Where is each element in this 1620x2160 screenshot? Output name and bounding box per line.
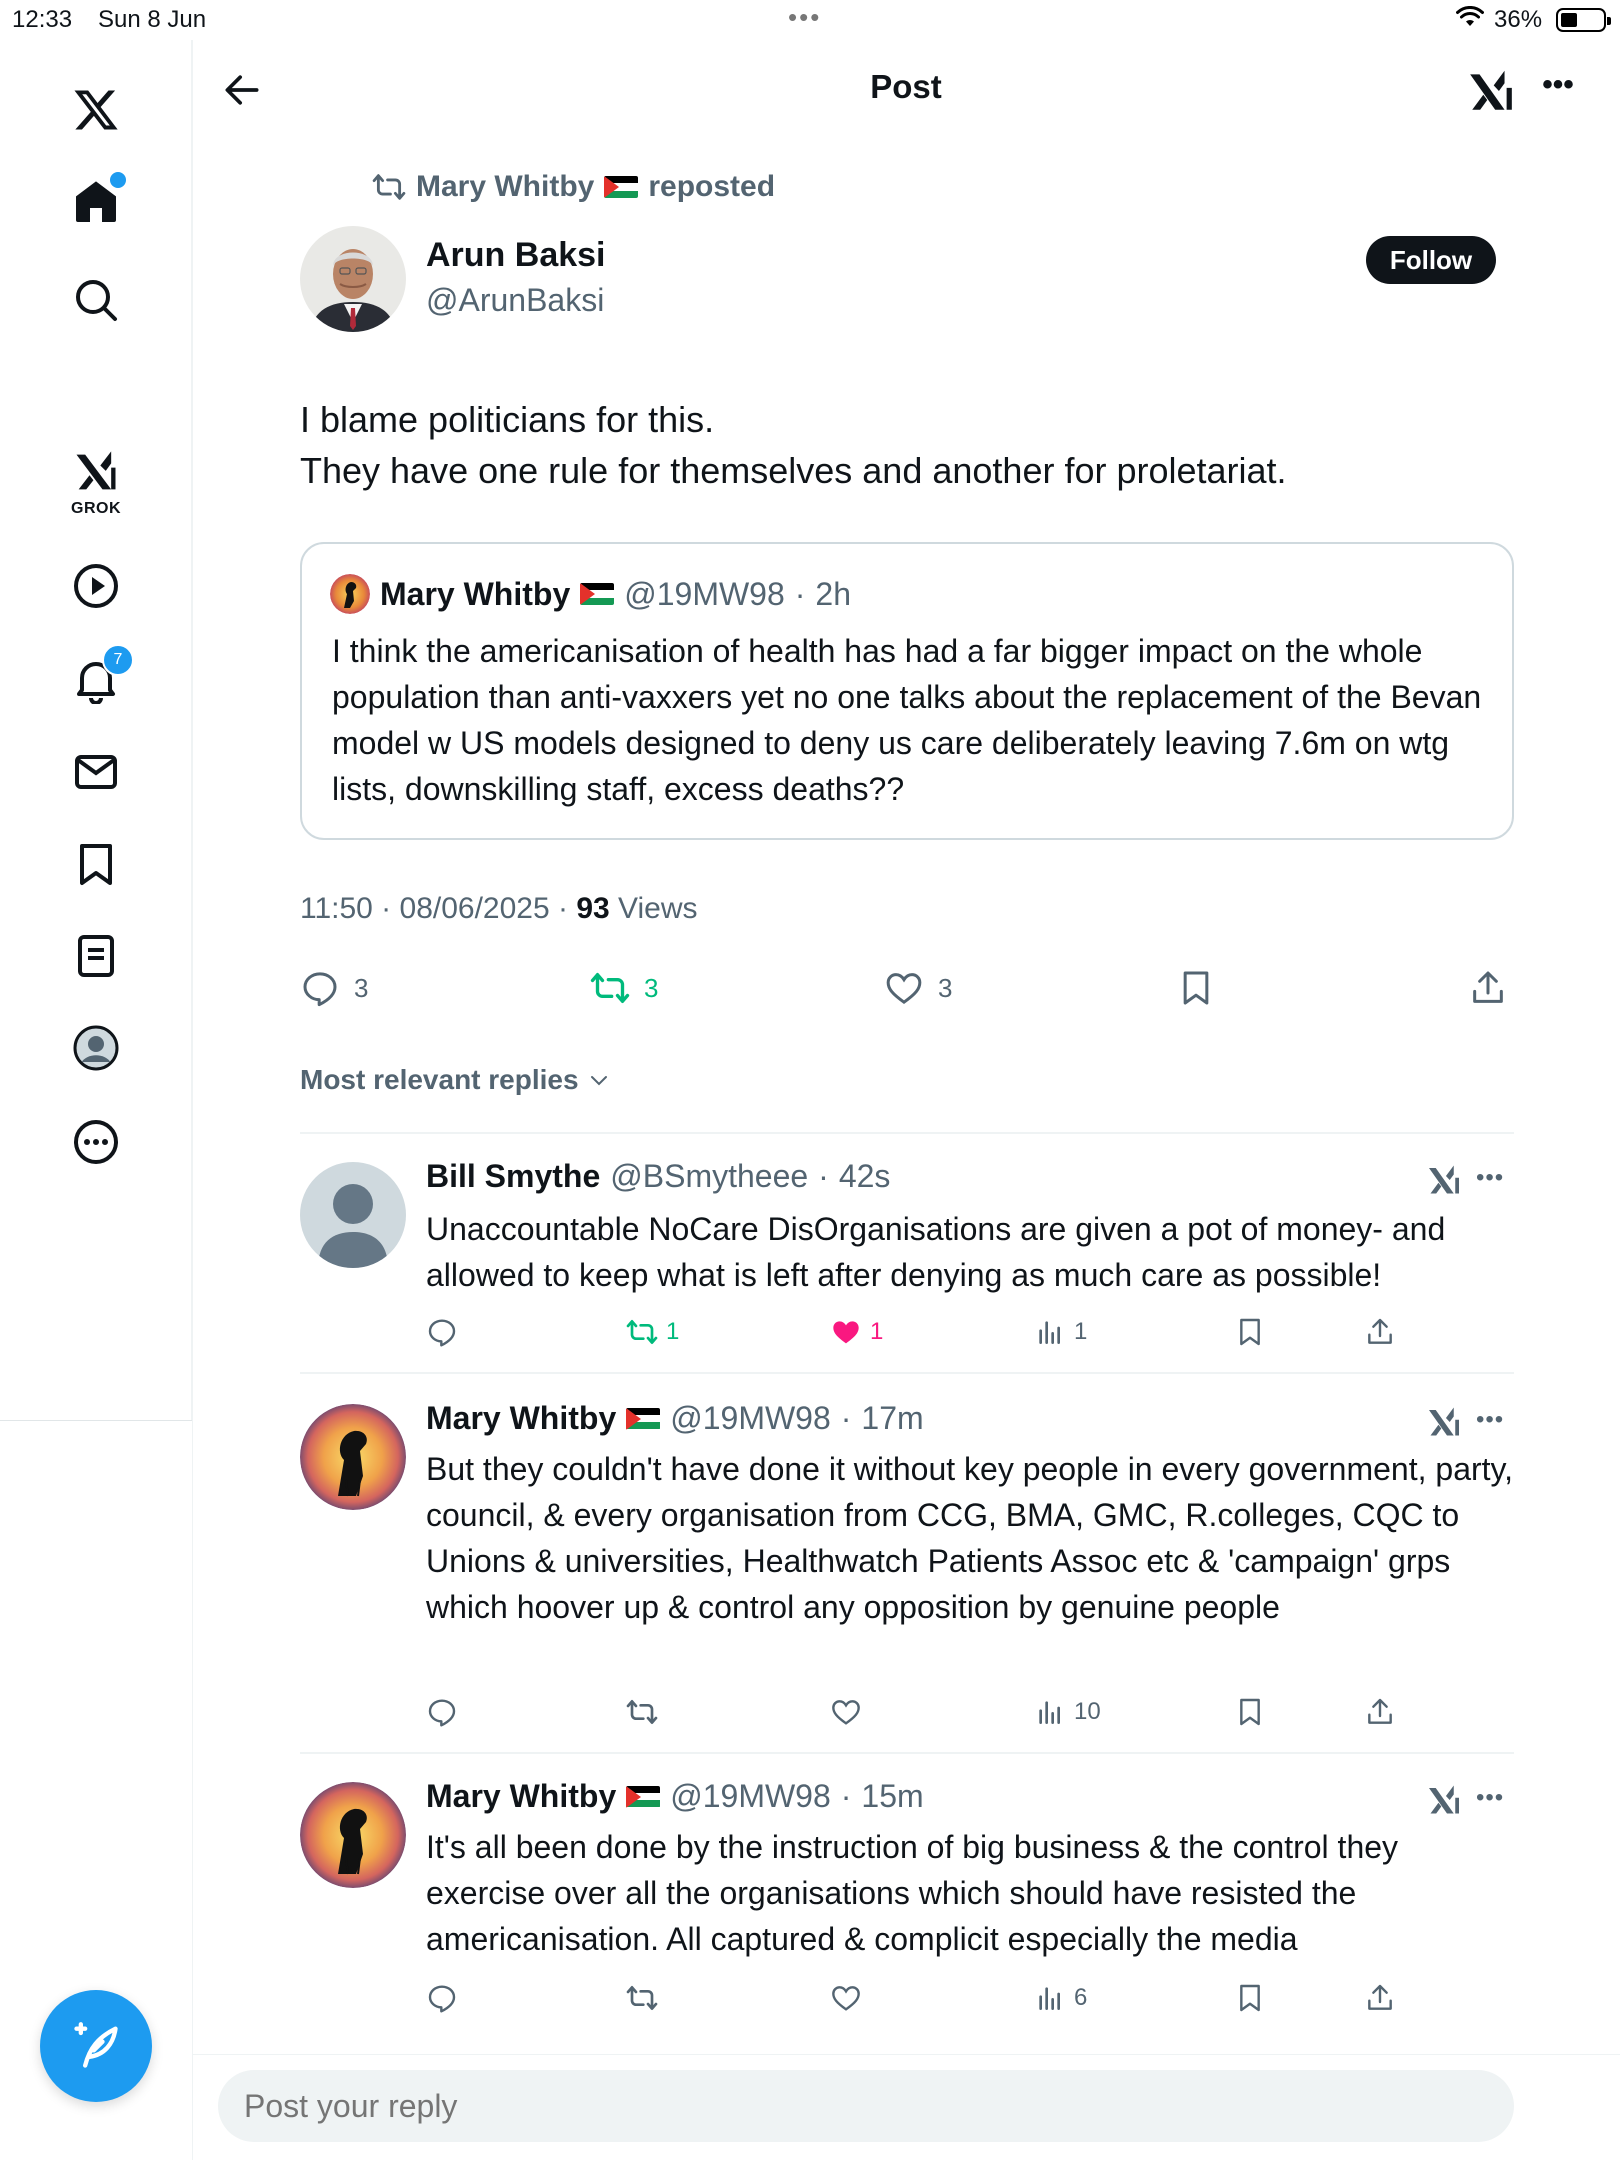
like-button[interactable]	[884, 968, 952, 1008]
reply-composer[interactable]	[218, 2070, 1514, 2142]
grok-icon[interactable]	[1426, 1782, 1462, 1818]
grok-icon	[70, 446, 122, 498]
reply-author-handle[interactable]: @19MW98	[670, 1778, 831, 1814]
views-count: 1	[1074, 1318, 1088, 1345]
bookmark-icon	[1176, 968, 1216, 1008]
author-handle[interactable]: @ArunBaksi	[426, 282, 605, 318]
status-date: Sun 8 Jun	[98, 6, 207, 33]
messages-icon[interactable]	[56, 732, 136, 812]
views-label: Views	[609, 892, 698, 925]
like-button[interactable]	[830, 1696, 862, 1728]
quoted-post-time: 2h	[815, 575, 852, 612]
grok-icon[interactable]	[1426, 1404, 1462, 1440]
author-avatar[interactable]	[300, 226, 406, 332]
repost-icon	[590, 968, 630, 1008]
more-options-icon[interactable]: •••	[1542, 68, 1574, 101]
video-icon[interactable]	[56, 546, 136, 626]
views-button[interactable]	[1034, 1316, 1087, 1348]
views-count: 93	[576, 892, 610, 925]
share-icon	[1364, 1696, 1396, 1728]
sidebar	[0, 40, 192, 1420]
bookmark-button[interactable]	[1234, 1316, 1266, 1348]
sidebar-divider	[0, 1420, 192, 1421]
views-chart-icon	[1034, 1982, 1066, 2014]
bookmark-icon	[1234, 1696, 1266, 1728]
reply-avatar[interactable]	[300, 1404, 406, 1510]
reply-text: But they couldn't have done it without key people in every government, party, council, & every organisation from CCG, BMA, GMC, R.colleges, CQC to Unions & universities, Healthwatch Patients Assoc etc & 'campaign' grps which hoover up & control any opposition by genuine people	[426, 1451, 1514, 1625]
palestine-flag-icon	[626, 1408, 660, 1430]
more-icon[interactable]	[56, 1102, 136, 1182]
column-divider	[192, 40, 193, 2160]
multitasking-dots[interactable]: •••	[788, 2, 822, 32]
repost-indicator	[372, 170, 775, 204]
quoted-author-avatar	[330, 574, 370, 614]
battery-icon	[1556, 8, 1606, 32]
reply-button[interactable]	[426, 1982, 458, 2014]
home-notification-dot	[110, 172, 126, 188]
x-logo-icon[interactable]	[56, 70, 136, 150]
share-button[interactable]	[1364, 1316, 1396, 1348]
notifications-icon[interactable]	[56, 640, 136, 720]
reply-header	[426, 1778, 924, 1815]
divider	[300, 1752, 1514, 1754]
separator-dot: ·	[794, 575, 806, 612]
reply-icon	[426, 1316, 458, 1348]
bookmark-button[interactable]	[1234, 1696, 1266, 1728]
reply-header	[426, 1400, 924, 1437]
post-text-line: I blame politicians for this.	[300, 399, 715, 440]
back-arrow-icon[interactable]	[220, 68, 264, 112]
reply-header	[426, 1158, 890, 1195]
reply-button[interactable]	[426, 1696, 458, 1728]
repost-button[interactable]	[626, 1696, 658, 1728]
palestine-flag-icon	[626, 1786, 660, 1808]
grok-nav-item[interactable]	[56, 440, 136, 520]
quoted-post[interactable]	[300, 542, 1514, 840]
divider	[193, 2054, 1620, 2055]
reply-more-icon[interactable]: •••	[1476, 1406, 1505, 1433]
reply-author-name[interactable]: Mary Whitby	[426, 1400, 617, 1436]
reply-time: 15m	[861, 1778, 924, 1814]
like-button[interactable]	[830, 1316, 883, 1348]
wifi-icon	[1456, 6, 1484, 35]
search-icon[interactable]	[56, 260, 136, 340]
reply-author-name[interactable]: Mary Whitby	[426, 1778, 617, 1814]
repost-suffix: reposted	[648, 170, 776, 203]
repost-icon	[626, 1982, 658, 2014]
reply-icon	[426, 1696, 458, 1728]
divider	[300, 1132, 1514, 1134]
views-button[interactable]	[1034, 1696, 1101, 1728]
repost-icon	[626, 1696, 658, 1728]
divider	[300, 1372, 1514, 1374]
repost-button[interactable]	[626, 1316, 679, 1348]
heart-icon	[884, 968, 924, 1008]
separator-dot: ·	[840, 1400, 852, 1436]
repost-count: 1	[666, 1318, 680, 1345]
like-button[interactable]	[830, 1982, 862, 2014]
status-time: 12:33	[12, 6, 73, 33]
replies-sort-dropdown[interactable]	[300, 1064, 611, 1096]
quoted-author-handle: @19MW98	[624, 575, 785, 612]
reply-time: 42s	[838, 1158, 891, 1194]
reply-avatar[interactable]	[300, 1162, 406, 1268]
views-button[interactable]	[1034, 1982, 1087, 2014]
reply-input[interactable]	[244, 2070, 1244, 2142]
battery-percent: 36%	[1494, 6, 1543, 33]
views-count: 6	[1074, 1984, 1088, 2011]
follow-button[interactable]: Follow	[1366, 236, 1496, 284]
heart-filled-icon	[830, 1316, 862, 1348]
separator-dot: ·	[818, 1158, 829, 1194]
sort-label: Most relevant replies	[300, 1064, 579, 1095]
share-icon	[1364, 1316, 1396, 1348]
page-title: Post	[870, 68, 942, 105]
repost-icon	[372, 170, 406, 204]
repost-author[interactable]: Mary Whitby	[416, 170, 595, 203]
bookmarks-icon[interactable]	[56, 824, 136, 904]
post-timestamp: 11:50 · 08/06/2025 ·	[300, 892, 577, 925]
share-button[interactable]	[1364, 1696, 1396, 1728]
reply-avatar[interactable]	[300, 1782, 406, 1888]
post-text	[300, 394, 1520, 496]
repost-button[interactable]	[626, 1982, 658, 2014]
repost-button[interactable]	[590, 968, 658, 1008]
reply-icon	[426, 1982, 458, 2014]
home-icon[interactable]	[56, 162, 136, 242]
grok-icon[interactable]	[1466, 66, 1516, 116]
reply-text: It's all been done by the instruction of big business & the control they exercise over all the organisations which should have resisted the americanisation. All captured & complicit especially the media	[426, 1829, 1399, 1957]
views-chart-icon	[1034, 1316, 1066, 1348]
post-text-line: They have one rule for themselves and another for proletariat.	[300, 450, 1287, 491]
reply-author-name[interactable]: Bill Smythe	[426, 1158, 601, 1194]
share-icon	[1364, 1982, 1396, 2014]
bookmark-icon	[1234, 1316, 1266, 1348]
compose-feather-icon	[70, 2020, 122, 2072]
compose-post-button[interactable]	[40, 1990, 152, 2102]
notifications-badge: 7	[102, 644, 134, 676]
bookmark-icon	[1234, 1982, 1266, 2014]
palestine-flag-icon	[580, 583, 614, 605]
reply-count: 3	[354, 972, 369, 1003]
chevron-down-icon	[587, 1068, 611, 1092]
share-button[interactable]	[1468, 968, 1508, 1008]
heart-icon	[830, 1696, 862, 1728]
profile-icon[interactable]	[56, 1008, 136, 1088]
palestine-flag-icon	[604, 176, 638, 198]
reply-more-icon[interactable]: •••	[1476, 1784, 1505, 1811]
lists-icon[interactable]	[56, 916, 136, 996]
like-count: 3	[938, 972, 953, 1003]
reply-time: 17m	[861, 1400, 924, 1436]
views-chart-icon	[1034, 1696, 1066, 1728]
post-meta	[300, 892, 698, 926]
heart-icon	[830, 1982, 862, 2014]
reply-icon	[300, 968, 340, 1008]
separator-dot: ·	[840, 1778, 852, 1814]
quoted-post-text: I think the americanisation of health has had a far bigger impact on the whole population than anti-vaxxers yet no one talks about the replacement of the Bevan model w US models designed to deny us care deliberately leaving 7.6m on wtg lists, downskilling staff, excess deaths??	[332, 633, 1482, 807]
reply-text: Unaccountable NoCare DisOrganisations are given a pot of money- and allowed to keep what is left after denying as much care as possible!	[426, 1211, 1446, 1293]
views-count: 10	[1074, 1698, 1101, 1725]
quoted-post-header	[330, 574, 851, 614]
quoted-author-name: Mary Whitby	[380, 575, 571, 612]
status-bar	[0, 0, 1620, 40]
share-button[interactable]	[1364, 1982, 1396, 2014]
bookmark-button[interactable]	[1234, 1982, 1266, 2014]
reply-button[interactable]	[300, 968, 368, 1008]
reply-more-icon[interactable]: •••	[1476, 1164, 1505, 1191]
repost-count: 3	[644, 972, 659, 1003]
author-name[interactable]: Arun Baksi	[426, 236, 606, 274]
bookmark-button[interactable]	[1176, 968, 1216, 1008]
share-icon	[1468, 968, 1508, 1008]
reply-author-handle[interactable]: @BSmytheee	[610, 1158, 809, 1194]
like-count: 1	[870, 1318, 884, 1345]
grok-icon[interactable]	[1426, 1162, 1462, 1198]
reply-author-handle[interactable]: @19MW98	[670, 1400, 831, 1436]
grok-label: GROK	[71, 500, 121, 517]
reply-button[interactable]	[426, 1316, 458, 1348]
repost-icon	[626, 1316, 658, 1348]
